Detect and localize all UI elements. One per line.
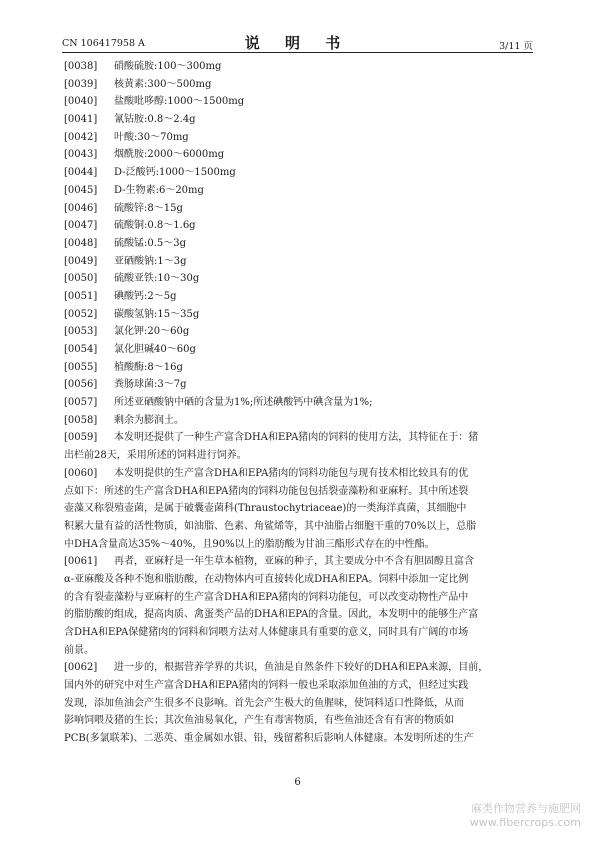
item-text: 氰钴胺:0.8～2.4g bbox=[114, 114, 196, 126]
paragraph-number: [0045] bbox=[64, 184, 98, 196]
paragraph bbox=[64, 659, 532, 747]
item-text: 烟酰胺:2000～6000mg bbox=[114, 149, 225, 161]
item-text: 碳酸氢钠:15～35g bbox=[114, 308, 200, 320]
paragraph-line: 含DHA和EPA保健猪肉的饲料和饲喂方法对人体健康具有重要的意义，同时具有广阔的市场 bbox=[64, 627, 469, 638]
list-item bbox=[64, 235, 532, 253]
item-text: 硫酸铜:0.8～1.6g bbox=[114, 220, 196, 232]
paragraph-number: [0047] bbox=[64, 220, 98, 232]
paragraph-text: 再者，亚麻籽是一年生草本植物，亚麻的种子，其主要成分中不含有胆固醇且富含 bbox=[114, 556, 474, 568]
paragraph-first-line bbox=[64, 553, 532, 571]
paragraph-number: [0059] bbox=[64, 432, 98, 444]
list-item bbox=[64, 412, 532, 430]
paragraph-first-line bbox=[64, 429, 532, 447]
paragraph bbox=[64, 465, 532, 553]
paragraph-number: [0062] bbox=[64, 662, 98, 674]
paragraph-line: α-亚麻酸及各种不饱和脂肪酸，在动物体内可直接转化成DHA和EPA。饲料中添加一定比例 bbox=[64, 573, 469, 585]
paragraph-number: [0056] bbox=[64, 379, 98, 391]
paragraph-number: [0038] bbox=[64, 61, 98, 72]
paragraph-number: [0041] bbox=[64, 114, 98, 126]
paragraph-number: [0061] bbox=[64, 556, 98, 568]
list-item bbox=[64, 146, 532, 164]
item-text: D-泛酸钙:1000～1500mg bbox=[114, 167, 236, 179]
list-item bbox=[64, 182, 532, 200]
item-text: 盐酸吡哆醇:1000～1500mg bbox=[114, 96, 245, 108]
list-item bbox=[64, 253, 532, 271]
list-item bbox=[64, 200, 532, 218]
paragraph-line: 中DHA含量高达35%～40%，且90%以上的脂肪酸为甘油三酯形式存在的中性酯。 bbox=[64, 538, 435, 550]
list-item bbox=[64, 306, 532, 324]
paragraph-number: [0049] bbox=[64, 255, 98, 267]
paragraph-number: [0051] bbox=[64, 290, 98, 302]
paragraph-line: 影响饲喂及猪的生长；其次鱼油易氧化，产生有毒害物质，有些鱼油还含有有害的物质如 bbox=[64, 715, 454, 727]
watermark-title: 麻类作物营养与施肥网 bbox=[471, 802, 581, 815]
document-body bbox=[64, 58, 532, 748]
paragraph-number: [0057] bbox=[64, 397, 98, 409]
page-number: 6 bbox=[294, 777, 301, 788]
paragraph-number: [0055] bbox=[64, 361, 98, 373]
paragraph-number: [0042] bbox=[64, 131, 98, 143]
paragraph bbox=[64, 553, 532, 659]
paragraph-line: 的含有裂壶藻粉与亚麻籽的生产富含DHA和EPA猪肉的饲料功能包，可以改变动物性产品中 bbox=[64, 591, 469, 603]
paragraph-line: 壶藻又称裂殖壶菌，是属于破囊壶菌科(Thraustochytriaceae)的一类海洋真菌，其细胞中 bbox=[64, 503, 467, 515]
list-item bbox=[64, 270, 532, 288]
paragraph-number: [0046] bbox=[64, 202, 98, 214]
item-text: 氯化胆碱40～60g bbox=[114, 344, 196, 355]
paragraph-number: [0043] bbox=[64, 149, 98, 161]
item-text: 剩余为膨润土。 bbox=[114, 414, 184, 426]
list-item bbox=[64, 394, 532, 412]
list-item bbox=[64, 359, 532, 377]
list-item bbox=[64, 58, 532, 76]
paragraph-text: 本发明提供的生产富含DHA和EPA猪肉的饲料功能包与现有技术相比较具有的优 bbox=[114, 467, 469, 479]
item-text: 硫酸亚铁:10～30g bbox=[114, 273, 200, 285]
list-item bbox=[64, 288, 532, 306]
page-header bbox=[62, 30, 533, 53]
list-item bbox=[64, 164, 532, 182]
item-text: 叶酸:30～70mg bbox=[114, 131, 189, 143]
paragraph-number: [0039] bbox=[64, 78, 98, 90]
list-item bbox=[64, 76, 532, 94]
paragraph-text: 进一步的，根据营养学界的共识，鱼油是自然条件下较好的DHA和EPA来源，目前， bbox=[114, 662, 489, 674]
item-text: 硝酸硫胺:100～300mg bbox=[114, 61, 222, 72]
watermark-url: www.fibercrops.com bbox=[469, 816, 581, 829]
paragraph-line: PCB(多氯联苯)、二恶英、重金属如水银、铅，残留蓄积后影响人体健康。本发明所述的生产 bbox=[64, 733, 474, 745]
paragraph-line: 发现，添加鱼油会产生很多不良影响。首先会产生极大的鱼腥味，使饲料适口性降低，从而 bbox=[64, 697, 464, 709]
list-item bbox=[64, 111, 532, 129]
item-text: 所述亚硒酸钠中硒的含量为1%;所述碘酸钙中碘含量为1%; bbox=[114, 397, 373, 409]
paragraph-line: 点如下：所述的生产富含DHA和EPA猪肉的饲料功能包包括裂壶藻粉和亚麻籽。其中所述裂 bbox=[64, 485, 469, 497]
paragraph-number: [0048] bbox=[64, 237, 98, 249]
item-text: 氯化钾:20～60g bbox=[114, 326, 190, 338]
document-title: 说 明 书 bbox=[244, 34, 351, 52]
list-item bbox=[64, 129, 532, 147]
list-item bbox=[64, 341, 532, 359]
item-text: 硫酸锌:8～15g bbox=[114, 202, 183, 214]
paragraph bbox=[64, 429, 532, 464]
paragraph-number: [0054] bbox=[64, 344, 98, 355]
paragraph-number: [0044] bbox=[64, 167, 98, 179]
list-item bbox=[64, 376, 532, 394]
ingredient-list bbox=[64, 58, 532, 429]
list-item bbox=[64, 217, 532, 235]
publication-number: CN 106417958 A bbox=[62, 38, 145, 49]
paragraph-first-line bbox=[64, 659, 532, 677]
paragraph-line: 国内外的研究中对生产富含DHA和EPA猪肉的饲料一般也采取添加鱼油的方式，但经过实践 bbox=[64, 680, 469, 692]
item-text: 植酸酶:8～16g bbox=[114, 361, 183, 373]
paragraph-number: [0058] bbox=[64, 414, 98, 426]
list-item bbox=[64, 323, 532, 341]
paragraph-first-line bbox=[64, 465, 532, 483]
item-text: 粪肠球菌:3～7g bbox=[114, 379, 187, 391]
item-text: D-生物素:6～20mg bbox=[114, 184, 204, 196]
item-text: 硫酸锰:0.5～3g bbox=[114, 237, 187, 249]
item-text: 核黄素:300～500mg bbox=[114, 78, 212, 90]
paragraph-number: [0040] bbox=[64, 96, 98, 108]
paragraph-line: 的脂肪酸的组成，提高肉质、禽蛋类产品的DHA和EPA的含量。因此，本发明中的能够生产富 bbox=[64, 609, 479, 621]
paragraph-number: [0050] bbox=[64, 273, 98, 285]
item-text: 碘酸钙:2～5g bbox=[114, 290, 177, 302]
paragraph-number: [0052] bbox=[64, 308, 98, 320]
paragraph-number: [0060] bbox=[64, 467, 98, 479]
item-text: 亚硒酸钠:1～3g bbox=[114, 255, 187, 267]
paragraph-line: 出栏前28天，采用所述的饲料进行饲养。 bbox=[64, 450, 247, 462]
paragraph-number: [0053] bbox=[64, 326, 98, 338]
paragraph-line: 积累大量有益的活性物质，如油脂、色素、角鲨烯等，其中油脂占细胞干重的70%以上，总脂 bbox=[64, 520, 477, 532]
watermark bbox=[470, 802, 581, 830]
page-indicator: 3/11 页 bbox=[499, 41, 533, 52]
list-item bbox=[64, 93, 532, 111]
paragraph-text: 本发明还提供了一种生产富含DHA和EPA猪肉的饲料的使用方法，其特征在于：猪 bbox=[114, 432, 479, 444]
paragraph-line: 前景。 bbox=[64, 644, 94, 656]
